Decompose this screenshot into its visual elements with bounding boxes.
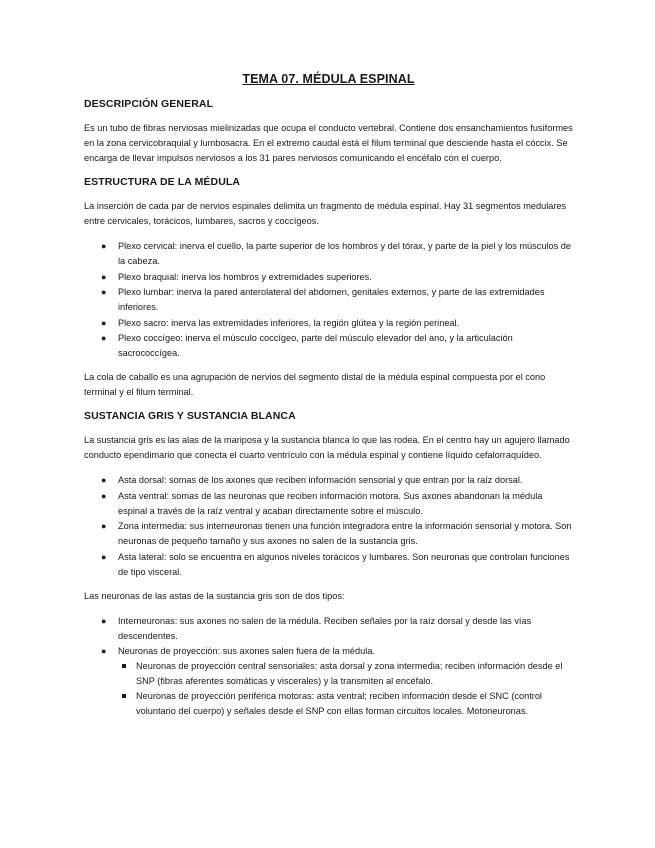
list-item-text: Asta dorsal: somas de los axones que reciben información sensorial y que entran por la raíz dorsal. (118, 475, 523, 485)
bullet-icon: ● (101, 475, 107, 485)
section-heading-descripcion: DESCRIPCIÓN GENERAL (84, 98, 214, 110)
bullet-icon: ● (101, 317, 107, 328)
bullet-icon: ● (101, 646, 107, 656)
list-item (101, 550, 573, 580)
list-item (101, 519, 573, 549)
list-item (101, 239, 573, 269)
list-item-text: Plexo lumbar: inerva la pared anterolateral del abdomen, genitales externos, y parte de las extremidades inferiores. (118, 287, 545, 312)
document-title: TEMA 07. MÉDULA ESPINAL (242, 72, 415, 86)
section-heading-estructura: ESTRUCTURA DE LA MÉDULA (84, 176, 241, 188)
sub-list-item-text: Neuronas de proyección central sensoriales: asta dorsal y zona intermedia; reciben información desde el SNP (fibras aferentes somáticas y viscerales) y la transmiten al encéfalo. (136, 661, 563, 686)
bullet-icon: ● (101, 521, 107, 531)
paragraph-cola-caballo: La cola de caballo es una agrupación de nervios del segmento distal de la médula espinal compuesta por el cono terminal y el filum terminal. (84, 372, 546, 397)
list-item-text: Plexo coccígeo: inerva el músculo coccígeo, parte del músculo elevador del ano, y la articulación sacrococcígea. (118, 333, 513, 358)
projection-subtypes-list (118, 659, 573, 719)
paragraph-descripcion: Es un tubo de fibras nerviosas mielinizadas que ocupa el conducto vertebral. Contiene dos ensanchamientos fusiformes en la zona cervicobraquial y lumbosacra. En el extremo caudal está el filum terminal que desciende hasta el cóccix. Se encarga de llevar impulsos nerviosos a los 31 pares nerviosos comunicando el encéfalo con el cuerpo. (84, 123, 573, 163)
list-item-text: Neuronas de proyección: sus axones salen fuera de la médula. (118, 646, 375, 656)
bullet-icon: ● (101, 615, 107, 626)
square-bullet-icon (122, 664, 126, 668)
list-item (101, 316, 573, 331)
list-item-text: Asta lateral: solo se encuentra en algunos niveles torácicos y lumbares. Son neuronas que controlan funciones de tipo visceral. (118, 551, 570, 577)
list-item (101, 489, 573, 519)
list-item (101, 285, 573, 315)
list-item-text: Asta ventral: somas de las neuronas que reciben información motora. Sus axones abandonan la médula espinal a través de la raíz ventral y acaban directamente sobre el músculo. (118, 490, 543, 516)
plexo-list (84, 239, 573, 361)
paragraph-neuronas-tipos: Las neuronas de las astas de la sustancia gris son de dos tipos: (84, 590, 345, 601)
paragraph-sustancia-intro: La sustancia gris es las alas de la mariposa y la sustancia blanca lo que las rodea. En el centro hay un agujero llamado conducto ependimario que conecta el cuarto ventrículo con la médula espinal y contiene líquido cefalorraquídeo. (84, 435, 570, 460)
bullet-icon: ● (101, 287, 107, 297)
paragraph-estructura-intro: La inserción de cada par de nervios espinales delimita un fragmento de médula espinal. Hay 31 segmentos medulares entre cervicales, torácicos, lumbares, sacros y coccígeos. (84, 201, 567, 226)
square-bullet-icon (122, 694, 126, 698)
list-item (101, 331, 573, 361)
list-item-text: Plexo braquial: inerva los hombros y extremidades superiores. (118, 271, 372, 282)
list-item (101, 270, 573, 285)
list-item (101, 644, 573, 719)
astas-list (84, 473, 573, 580)
bullet-icon: ● (101, 333, 107, 343)
list-item-text: Plexo sacro: inerva las extremidades inferiores, la región glútea y la región perineal. (118, 317, 460, 328)
bullet-icon: ● (101, 271, 107, 282)
list-item (101, 614, 573, 644)
sub-list-item-text: Neuronas de proyección periférica motoras: asta ventral; reciben información desde el SNC (control voluntario del cuerpo) y señales desde el SNP con ellas forman circuitos locales. Motoneuronas. (136, 691, 542, 716)
sub-list-item (136, 659, 573, 689)
section-heading-sustancia: SUSTANCIA GRIS Y SUSTANCIA BLANCA (84, 410, 296, 422)
list-item-text: Zona intermedia: sus interneuronas tienen una función integradora entre la información sensorial y motora. Son neuronas de pequeño tamaño y sus axones no salen de la sustancia gris. (118, 521, 572, 546)
sub-list-item (136, 689, 573, 719)
bullet-icon: ● (101, 490, 107, 501)
list-item-text: Interneuronas: sus axones no salen de la médula. Reciben señales por la raíz dorsal y desde las vías descendentes. (118, 615, 532, 641)
list-item (101, 473, 573, 488)
bullet-icon: ● (101, 551, 107, 562)
neuron-types-list (84, 614, 573, 720)
list-item-text: Plexo cervical: inerva el cuello, la parte superior de los hombros y del tórax, y parte de la piel y los músculos de la cabeza. (118, 241, 571, 266)
bullet-icon: ● (101, 241, 107, 251)
